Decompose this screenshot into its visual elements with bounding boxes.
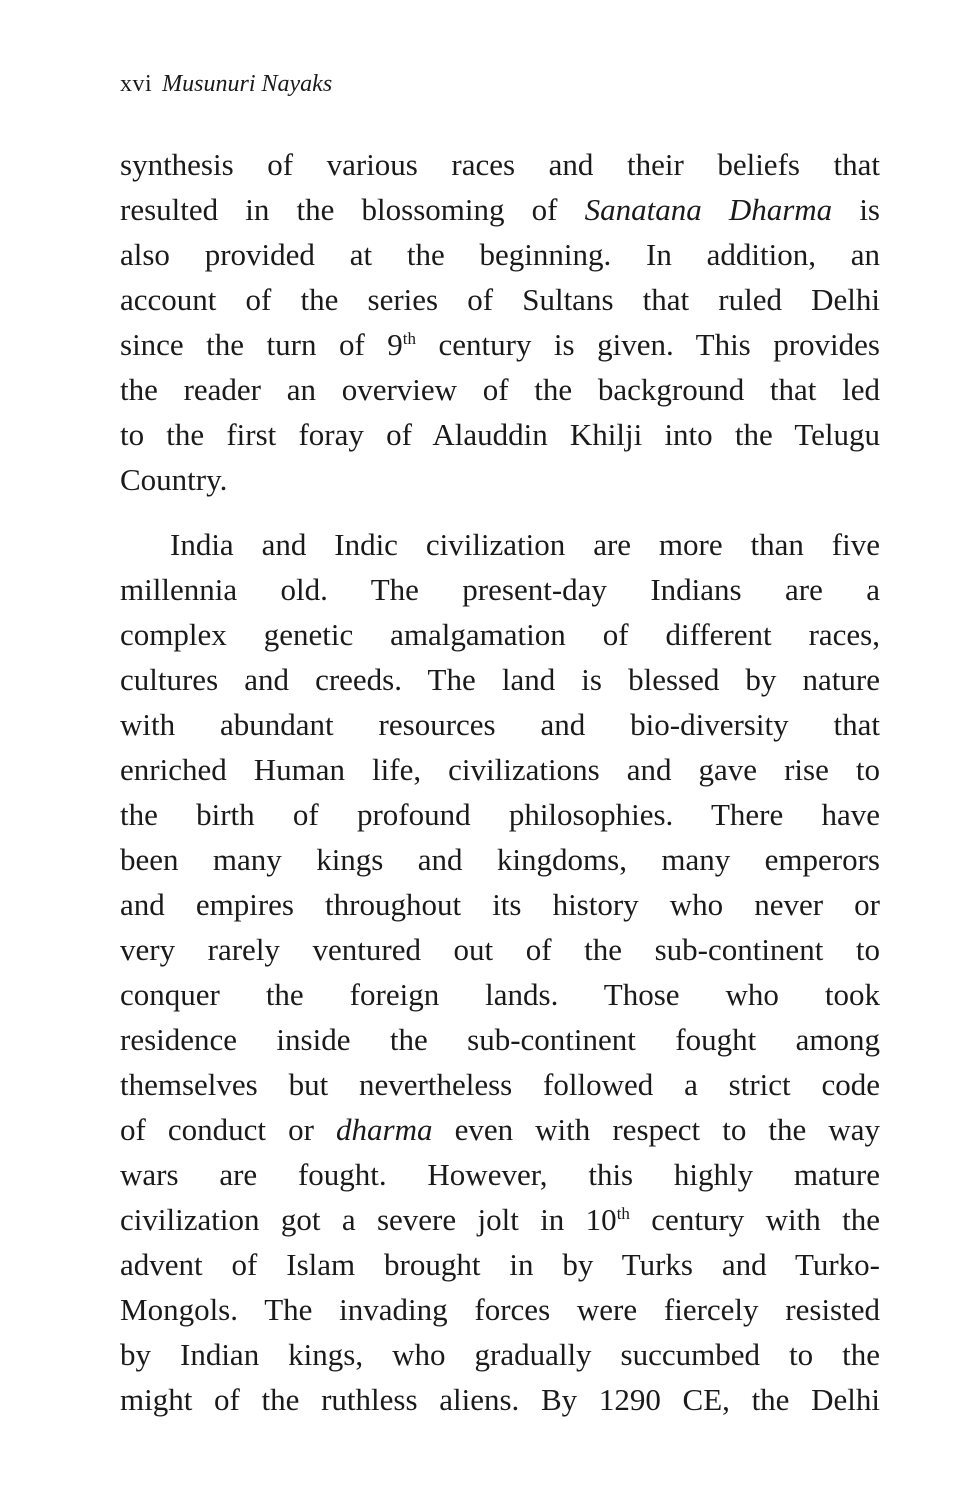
body-text [120, 142, 880, 1422]
text-run: century with the [629, 1202, 880, 1237]
text-line [120, 187, 880, 232]
text-line [120, 322, 880, 367]
text-line: with abundant resources and bio-diversity that [120, 707, 880, 742]
text-line: millennia old. The present-day Indians are a [120, 572, 880, 607]
text-run: resulted in the blossoming of [120, 192, 585, 227]
text-run: even with respect to the way [432, 1112, 881, 1147]
text-run: civilization got a severe jolt in 10 [120, 1202, 617, 1237]
text-line: by Indian kings, who gradually succumbed to the [120, 1337, 880, 1372]
paragraph-2 [120, 522, 880, 1422]
text-line: Mongols. The invading forces were fiercely resisted [120, 1292, 880, 1327]
text-line: to the first foray of Alauddin Khilji into the Telugu [120, 417, 880, 452]
ordinal-superscript: th [402, 329, 416, 348]
running-head [120, 68, 332, 100]
text-line: the birth of profound philosophies. There have [120, 797, 880, 832]
text-line: residence inside the sub-continent fought among [120, 1022, 880, 1057]
paragraph-1 [120, 142, 880, 502]
text-line: Country. [120, 462, 228, 497]
text-run: century is given. This provides [416, 327, 880, 362]
book-title: Musunuri Nayaks [162, 71, 333, 97]
text-run: since the turn of 9 [120, 327, 403, 362]
text-line: wars are fought. However, this highly mature [120, 1157, 880, 1192]
ordinal-superscript: th [616, 1204, 630, 1223]
text-line: cultures and creeds. The land is blessed by nature [120, 662, 880, 697]
text-run: of conduct or [120, 1112, 337, 1147]
text-line: might of the ruthless aliens. By 1290 CE, the Delhi [120, 1382, 880, 1417]
text-line: India and Indic civilization are more than five [170, 527, 880, 562]
text-line: conquer the foreign lands. Those who took [120, 977, 880, 1012]
text-line: and empires throughout its history who never or [120, 887, 880, 922]
page-number: xvi [120, 71, 153, 97]
paragraph-spacer [120, 502, 880, 522]
italic-term-sanatana-dharma: Sanatana Dharma [584, 192, 833, 227]
italic-term-dharma: dharma [336, 1112, 433, 1147]
text-line [120, 1197, 880, 1242]
text-line: been many kings and kingdoms, many emperors [120, 842, 880, 877]
text-line: synthesis of various races and their beliefs that [120, 147, 880, 182]
text-line: account of the series of Sultans that ruled Delhi [120, 282, 880, 317]
text-line: themselves but nevertheless followed a strict code [120, 1067, 880, 1102]
text-line: advent of Islam brought in by Turks and Turko- [120, 1247, 880, 1282]
text-line: also provided at the beginning. In addition, an [120, 237, 880, 272]
text-line: enriched Human life, civilizations and gave rise to [120, 752, 880, 787]
text-line [120, 1107, 880, 1152]
text-line: very rarely ventured out of the sub-continent to [120, 932, 880, 967]
text-line: the reader an overview of the background that led [120, 372, 880, 407]
text-line: complex genetic amalgamation of different races, [120, 617, 880, 652]
text-run: is [832, 192, 881, 227]
